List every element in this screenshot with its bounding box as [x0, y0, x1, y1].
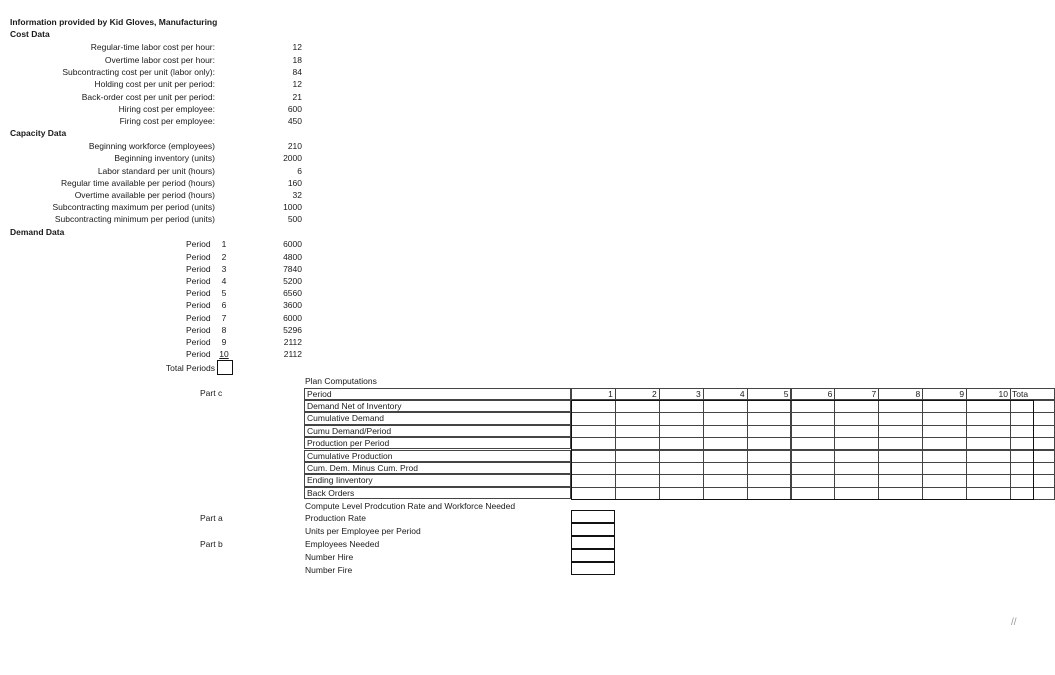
plan-cell[interactable]	[922, 462, 967, 475]
plan-cell[interactable]	[791, 474, 836, 487]
plan-cell[interactable]	[659, 412, 704, 425]
demand-value[interactable]: 2112	[283, 337, 302, 347]
period-number: 6	[221, 300, 227, 310]
demand-value[interactable]: 3600	[283, 300, 302, 310]
plan-cell[interactable]	[791, 487, 836, 500]
column-header: 10	[966, 388, 1011, 400]
part-a-label: Part a	[200, 513, 223, 523]
plan-cell[interactable]	[834, 412, 879, 425]
plan-cell[interactable]	[791, 462, 836, 475]
plan-cell[interactable]	[571, 474, 616, 487]
plan-cell[interactable]	[703, 462, 748, 475]
plan-cell[interactable]	[703, 487, 748, 500]
plan-cell[interactable]	[615, 412, 660, 425]
plan-row-label: Cumulative Production	[304, 450, 571, 462]
capacity-value[interactable]: 6	[297, 165, 302, 176]
cost-value[interactable]: 18	[292, 54, 302, 65]
plan-cell[interactable]	[1010, 474, 1055, 487]
period-number: 8	[221, 324, 227, 335]
cost-label: Holding cost per unit per period:	[94, 79, 215, 89]
capacity-label: Subcontracting minimum per period (units)	[54, 214, 215, 224]
period-label: Period	[186, 276, 211, 286]
plan-cell[interactable]	[791, 450, 836, 463]
plan-cell[interactable]	[659, 425, 704, 438]
number-hire-input[interactable]	[571, 549, 615, 562]
plan-cell[interactable]	[659, 437, 704, 450]
level-row-label: Number Hire	[305, 552, 354, 562]
plan-row-label: Demand Net of Inventory	[304, 400, 571, 412]
plan-cell[interactable]	[615, 462, 660, 475]
column-header: 5	[747, 388, 792, 400]
cost-value[interactable]: 12	[292, 79, 302, 89]
column-header: 6	[791, 388, 836, 400]
column-header: 9	[922, 388, 967, 400]
period-label: Period	[186, 263, 211, 274]
plan-cell[interactable]	[966, 437, 1011, 450]
column-header: 3	[659, 388, 704, 400]
period-number: 9	[221, 337, 227, 347]
demand-value[interactable]: 2112	[283, 349, 302, 359]
plan-cell[interactable]	[1010, 425, 1055, 438]
capacity-label: Labor standard per unit (hours)	[97, 165, 215, 176]
plan-cell[interactable]	[791, 437, 836, 450]
cost-label: Hiring cost per employee:	[118, 103, 215, 114]
plan-cell[interactable]	[747, 400, 792, 413]
plan-cell[interactable]	[1010, 412, 1055, 425]
plan-row-label: Cum. Dem. Minus Cum. Prod	[304, 462, 571, 474]
demand-value[interactable]: 6560	[283, 288, 302, 298]
capacity-value[interactable]: 1000	[283, 202, 302, 212]
employees-needed-input[interactable]	[571, 536, 615, 549]
plan-cell[interactable]	[878, 437, 923, 450]
plan-title: Plan Computations	[305, 375, 377, 386]
capacity-label: Overtime available per period (hours)	[74, 189, 215, 200]
plan-cell[interactable]	[878, 474, 923, 487]
capacity-value[interactable]: 32	[292, 189, 302, 200]
period-number: 7	[221, 312, 227, 323]
sheet-title: Information provided by Kid Gloves, Manufacturing	[10, 17, 218, 27]
capacity-value[interactable]: 210	[287, 141, 302, 151]
plan-cell[interactable]	[878, 412, 923, 425]
plan-cell[interactable]	[966, 400, 1011, 413]
plan-cell[interactable]	[1010, 437, 1055, 450]
capacity-value[interactable]: 500	[287, 214, 302, 224]
plan-cell[interactable]	[659, 450, 704, 463]
capacity-label: Regular time available per period (hours)	[60, 177, 215, 188]
period-number: 2	[221, 251, 227, 262]
plan-cell[interactable]	[703, 437, 748, 450]
period-header: Period	[304, 388, 571, 400]
plan-cell[interactable]	[571, 412, 616, 425]
plan-cell[interactable]	[571, 462, 616, 475]
plan-cell[interactable]	[659, 400, 704, 413]
plan-cell[interactable]	[615, 425, 660, 438]
cost-value[interactable]: 12	[292, 42, 302, 52]
period-label: Period	[186, 288, 211, 298]
cost-value[interactable]: 84	[292, 67, 302, 77]
plan-cell[interactable]	[703, 412, 748, 425]
plan-cell[interactable]	[791, 412, 836, 425]
level-row-label: Number Fire	[305, 564, 353, 575]
plan-row-label: Cumulative Demand	[304, 412, 571, 424]
capacity-value[interactable]: 2000	[283, 153, 302, 163]
plan-cell[interactable]	[922, 487, 967, 500]
cost-label: Firing cost per employee:	[119, 115, 215, 126]
plan-row-label: Cumu Demand/Period	[304, 425, 571, 437]
plan-cell[interactable]	[571, 400, 616, 413]
plan-cell[interactable]	[571, 450, 616, 463]
plan-cell[interactable]	[747, 450, 792, 463]
total-periods-input[interactable]	[217, 360, 233, 375]
plan-cell[interactable]	[659, 474, 704, 487]
plan-cell[interactable]	[1010, 400, 1055, 413]
plan-cell[interactable]	[747, 412, 792, 425]
plan-cell[interactable]	[834, 474, 879, 487]
column-header: 8	[878, 388, 923, 400]
level-row-label: Employees Needed	[305, 539, 380, 549]
capacity-label: Beginning inventory (units)	[114, 153, 215, 163]
plan-cell[interactable]	[659, 487, 704, 500]
plan-cell[interactable]	[922, 400, 967, 413]
column-header: Tota	[1010, 388, 1055, 400]
demand-value[interactable]: 4800	[283, 251, 302, 262]
level-row-label: Units per Employee per Period	[305, 525, 421, 536]
plan-cell[interactable]	[615, 437, 660, 450]
plan-row-label: Ending Iinventory	[304, 474, 571, 486]
demand-value[interactable]: 5200	[283, 276, 302, 286]
level-title: Compute Level Prodcution Rate and Workforce Needed	[305, 500, 516, 511]
plan-cell[interactable]	[1010, 487, 1055, 500]
demand-value[interactable]: 6000	[283, 312, 302, 323]
demand-value[interactable]: 7840	[283, 263, 302, 274]
plan-cell[interactable]	[966, 462, 1011, 475]
plan-cell[interactable]	[1010, 462, 1055, 475]
period-number: 4	[221, 276, 227, 286]
plan-cell[interactable]	[878, 400, 923, 413]
units-per-employee-input[interactable]	[571, 523, 615, 536]
demand-value[interactable]: 6000	[283, 239, 302, 249]
plan-cell[interactable]	[922, 437, 967, 450]
plan-cell[interactable]	[834, 487, 879, 500]
plan-cell[interactable]	[747, 487, 792, 500]
plan-cell[interactable]	[878, 450, 923, 463]
cost-label: Back-order cost per unit per period:	[81, 91, 215, 102]
plan-cell[interactable]	[615, 400, 660, 413]
plan-cell[interactable]	[922, 450, 967, 463]
plan-cell[interactable]	[791, 425, 836, 438]
cost-label: Regular-time labor cost per hour:	[90, 42, 215, 52]
demand-data-heading: Demand Data	[10, 226, 65, 237]
period-number: 5	[221, 288, 227, 298]
cost-value[interactable]: 600	[287, 103, 302, 114]
plan-cell[interactable]	[922, 474, 967, 487]
plan-cell[interactable]	[878, 487, 923, 500]
demand-value[interactable]: 5296	[283, 324, 302, 335]
plan-cell[interactable]	[834, 425, 879, 438]
plan-cell[interactable]	[571, 425, 616, 438]
plan-cell[interactable]	[615, 450, 660, 463]
period-label: Period	[186, 251, 211, 262]
plan-cell[interactable]	[747, 462, 792, 475]
column-header: 7	[834, 388, 879, 400]
column-header: 2	[615, 388, 660, 400]
capacity-label: Subcontracting maximum per period (units)	[52, 202, 215, 212]
plan-row-label: Production per Period	[304, 437, 571, 449]
plan-cell[interactable]	[834, 462, 879, 475]
plan-cell[interactable]	[1010, 450, 1055, 463]
plan-cell[interactable]	[571, 437, 616, 450]
cost-label: Subcontracting cost per unit (labor only):	[62, 67, 215, 77]
plan-cell[interactable]	[922, 425, 967, 438]
cost-value[interactable]: 21	[292, 91, 302, 102]
period-label: Period	[186, 312, 211, 323]
period-number: 10	[219, 349, 229, 359]
plan-cell[interactable]	[922, 412, 967, 425]
capacity-data-heading: Capacity Data	[10, 128, 67, 138]
plan-cell[interactable]	[966, 412, 1011, 425]
plan-cell[interactable]	[703, 400, 748, 413]
plan-row-label: Back Orders	[304, 487, 571, 499]
plan-cell[interactable]	[878, 425, 923, 438]
cost-data-heading: Cost Data	[10, 29, 50, 39]
plan-cell[interactable]	[615, 474, 660, 487]
part-c-label: Part c	[200, 388, 223, 398]
plan-cell[interactable]	[615, 487, 660, 500]
total-periods-label: Total Periods	[165, 362, 215, 373]
plan-cell[interactable]	[834, 450, 879, 463]
period-label: Period	[186, 324, 211, 335]
column-header: 1	[571, 388, 616, 400]
plan-cell[interactable]	[703, 474, 748, 487]
plan-cell[interactable]	[791, 400, 836, 413]
capacity-value[interactable]: 160	[287, 177, 302, 188]
production-rate-input[interactable]	[571, 510, 615, 523]
cost-value[interactable]: 450	[287, 115, 302, 126]
column-header: 4	[703, 388, 748, 400]
period-number: 1	[221, 239, 227, 249]
cost-label: Overtime labor cost per hour:	[104, 54, 215, 65]
plan-cell[interactable]	[703, 450, 748, 463]
plan-cell[interactable]	[747, 474, 792, 487]
capacity-label: Beginning workforce (employees)	[88, 141, 215, 151]
plan-cell[interactable]	[878, 462, 923, 475]
period-label: Period	[186, 239, 211, 249]
period-label: Period	[186, 337, 211, 347]
plan-cell[interactable]	[834, 437, 879, 450]
period-number: 3	[221, 263, 227, 274]
level-row-label: Production Rate	[305, 513, 366, 523]
plan-cell[interactable]	[966, 487, 1011, 500]
plan-cell[interactable]	[571, 487, 616, 500]
plan-cell[interactable]	[659, 462, 704, 475]
number-fire-input[interactable]	[571, 562, 615, 575]
plan-cell[interactable]	[747, 437, 792, 450]
plan-cell[interactable]	[966, 425, 1011, 438]
plan-cell[interactable]	[747, 425, 792, 438]
plan-cell[interactable]	[834, 400, 879, 413]
plan-cell[interactable]	[966, 450, 1011, 463]
period-label: Period	[186, 300, 211, 310]
plan-cell[interactable]	[966, 474, 1011, 487]
part-b-label: Part b	[200, 539, 223, 549]
plan-cell[interactable]	[703, 425, 748, 438]
period-label: Period	[186, 349, 211, 359]
sheet-corner-mark: //	[1011, 617, 1017, 628]
